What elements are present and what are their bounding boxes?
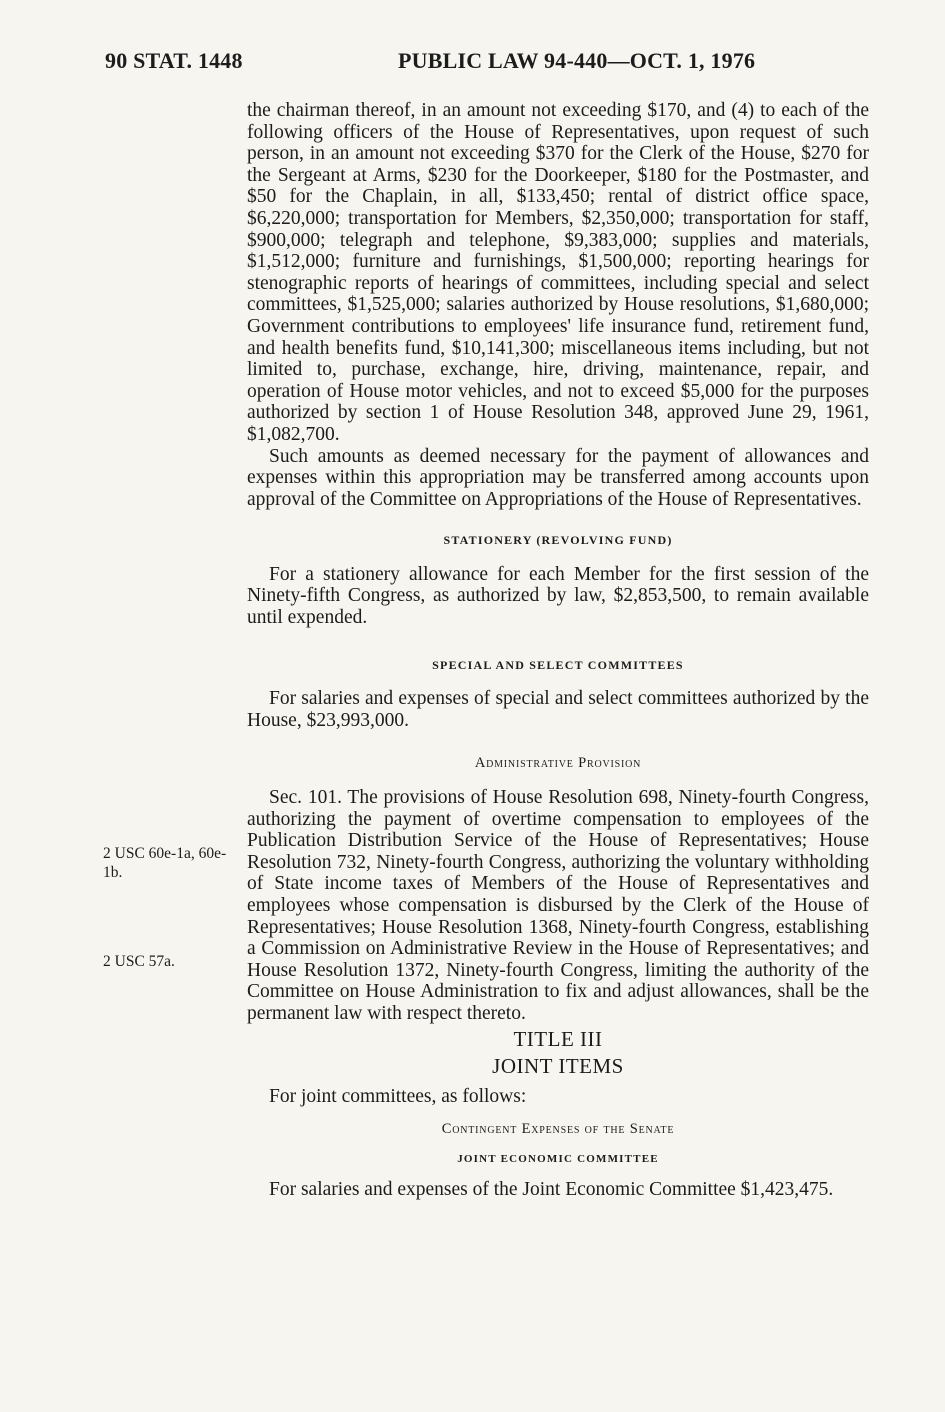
heading-special-select-committees: SPECIAL AND SELECT COMMITTEES (432, 657, 684, 672)
page-stat-reference: 90 STAT. 1448 (105, 48, 243, 73)
bleed-through-mark (100, 540, 230, 580)
paragraph-stationery: For a stationery allowance for each Member for the first session of the Ninety-fifth Congress, as authorized by law, $2,853,500, to remain available until expended. (247, 563, 869, 629)
joint-items-heading: JOINT ITEMS (492, 1054, 624, 1079)
heading-joint-economic-committee: JOINT ECONOMIC COMMITTEE (457, 1152, 659, 1165)
paragraph-transfer-authority: Such amounts as deemed necessary for the payment of allowances and expenses within this appropriation may be transferred among accounts upon approval of the Committee on Appropriations of the House of Representatives. (247, 445, 869, 510)
public-law-header: PUBLIC LAW 94-440—OCT. 1, 1976 (398, 48, 756, 73)
title-three: TITLE III (513, 1026, 603, 1051)
main-text-column (247, 100, 869, 1200)
paragraph-joint-economic-committee: For salaries and expenses of the Joint Economic Committee $1,423,475. (269, 1178, 834, 1200)
margin-note-usc-57a: 2 USC 57a. (103, 953, 175, 970)
heading-contingent-expenses-senate: Contingent Expenses of the Senate (441, 1121, 675, 1138)
heading-stationery: STATIONERY (REVOLVING FUND) (443, 533, 673, 548)
paragraph-special-committees: For salaries and expenses of special and select committees authorized by the House, $23,993,000. (247, 688, 869, 731)
paragraph-contingent-allowances: the chairman thereof, in an amount not exceeding $170, and (4) to each of the following officers of the House of Representatives, upon request of such person, in an amount not exceeding $370 for the Clerk of the House, $270 for the Sergeant at Arms, $230 for the Doorkeeper, $180 for the Postmaster, and $50 for the Chaplain, in all, $133,450; rental of district office space, $6,220,000; transportation for Members, $2,350,000; transportation for staff, $900,000; telegraph and telephone, $9,383,000; supplies and materials, $1,512,000; furniture and furnishings, $1,500,000; reporting hearings for stenographic reports of hearings of committees, including special and select committees, $1,525,000; salaries authorized by House resolutions, $1,680,000; Government contributions to employees' life insurance fund, retirement fund, and health benefits fund, $10,141,300; miscellaneous items including, but not limited to, purchase, exchange, hire, driving, maintenance, repair, and operation of House motor vehicles, and not to exceed $5,000 for the purposes authorized by section 1 of House Resolution 348, approved June 29, 1961, $1,082,700. (247, 100, 869, 445)
margin-note-usc-60e: 2 USC 60e-1a, 60e-1b. (103, 845, 227, 881)
paragraph-joint-committees: For joint committees, as follows: (269, 1085, 527, 1107)
paragraph-sec-101: Sec. 101. The provisions of House Resolution 698, Ninety-fourth Congress, authorizing the payment of overtime compensation to employees of the Publication Distribution Service of the House of Representatives; House Resolution 732, Ninety-fourth Congress, authorizing the voluntary withholding of State income taxes of Members of the House of Representatives and employees whose compensation is disbursed by the Clerk of the House of Representatives; House Resolution 1368, Ninety-fourth Congress, establishing a Commission on Administrative Review in the House of Representatives; and House Resolution 1372, Ninety-fourth Congress, limiting the authority of the Committee on House Administration to fix and adjust allowances, shall be the permanent law with respect thereto. (247, 787, 869, 1024)
heading-administrative-provision: Administrative Provision (474, 755, 642, 772)
